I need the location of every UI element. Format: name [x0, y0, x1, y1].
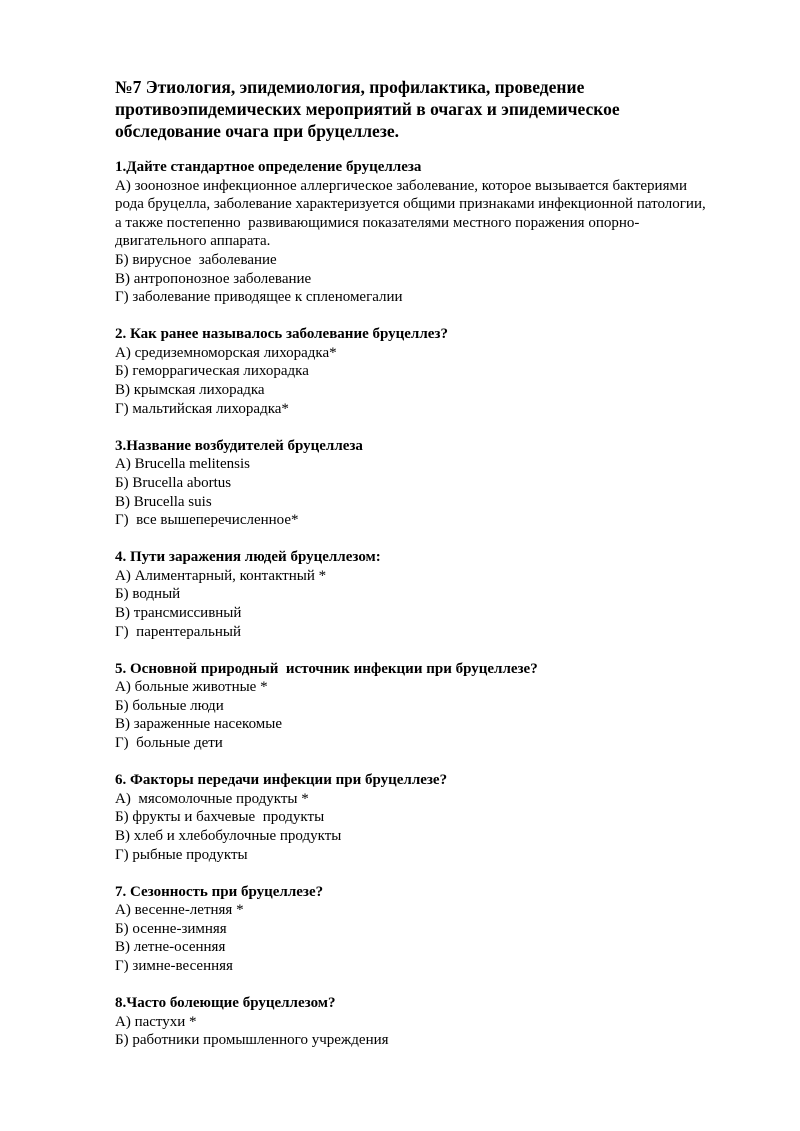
answer-option: В) трансмиссивный	[115, 604, 242, 621]
answer-option: рода бруцелла, заболевание характеризуется общими признаками инфекционной патологии,	[115, 196, 706, 213]
answer-option: В) зараженные насекомые	[115, 716, 283, 733]
title-line: противоэпидемических мероприятий в очагах и эпидемическое	[115, 99, 620, 119]
answer-option: В) крымская лихорадка	[115, 382, 265, 399]
question-text: 8.Часто болеющие бруцеллезом?	[115, 995, 336, 1012]
question-4	[115, 548, 775, 641]
answer-option: Б) фрукты и бахчевые продукты	[115, 809, 325, 826]
answer-option: Б) вирусное заболевание	[115, 251, 277, 268]
answer-option: Г) все вышеперечисленное*	[115, 512, 299, 529]
answer-option: Б) водный	[115, 586, 181, 603]
answer-option: а также постепенно развивающимися показателями местного поражения опорно-	[115, 214, 640, 231]
question-text: 3.Название возбудителей бруцеллеза	[115, 437, 363, 454]
question-2	[115, 325, 775, 418]
answer-option: Б) геморрагическая лихорадка	[115, 363, 309, 380]
answer-option: Г) больные дети	[115, 735, 223, 752]
answer-option: А) Brucella melitensis	[115, 456, 250, 473]
answer-option: Г) мальтийская лихорадка*	[115, 400, 289, 417]
answer-option: Г) рыбные продукты	[115, 846, 248, 863]
question-3	[115, 437, 775, 530]
question-text: 6. Факторы передачи инфекции при бруцеллезе?	[115, 772, 448, 789]
answer-option: В) Brucella suis	[115, 493, 212, 510]
answer-option: Г) зимне-весенняя	[115, 957, 233, 974]
answer-option: В) хлеб и хлебобулочные продукты	[115, 827, 342, 844]
answer-option: А) Алиментарный, контактный *	[115, 567, 327, 584]
answer-option: двигательного аппарата.	[115, 233, 271, 250]
answer-option: Б) осенне-зимняя	[115, 920, 227, 937]
question-text: 7. Сезонность при бруцеллезе?	[115, 883, 324, 900]
question-list	[115, 158, 775, 1068]
answer-option: А) больные животные *	[115, 679, 268, 696]
question-text: 1.Дайте стандартное определение бруцеллеза	[115, 159, 422, 175]
question-text: 4. Пути заражения людей бруцеллезом:	[115, 549, 381, 566]
question-7	[115, 883, 775, 976]
question-text: 5. Основной природный источник инфекции при бруцеллезе?	[115, 660, 538, 677]
answer-option: Б) больные люди	[115, 697, 224, 714]
question-1	[115, 158, 775, 307]
answer-option: В) антропонозное заболевание	[115, 270, 312, 287]
title-line: №7 Этиология, эпидемиология, профилактика, проведение	[115, 77, 585, 97]
answer-option: А) мясомолочные продукты *	[115, 790, 309, 807]
answer-option: Г) заболевание приводящее к спленомегалии	[115, 289, 403, 306]
question-6	[115, 771, 775, 864]
question-text: 2. Как ранее называлось заболевание бруцеллез?	[115, 326, 448, 343]
answer-option: Г) парентеральный	[115, 623, 241, 640]
title-line: обследование очага при бруцеллезе.	[115, 121, 399, 141]
answer-option: В) летне-осенняя	[115, 939, 226, 956]
question-5	[115, 660, 775, 753]
answer-option: А) весенне-летняя *	[115, 902, 244, 919]
document-title	[115, 76, 735, 142]
answer-option: А) пастухи *	[115, 1013, 197, 1030]
answer-option: Б) работники промышленного учреждения	[115, 1032, 389, 1049]
answer-option: А) зоонозное инфекционное аллергическое заболевание, которое вызывается бактериями	[115, 177, 687, 194]
answer-option: А) средиземноморская лихорадка*	[115, 344, 337, 361]
question-8	[115, 994, 775, 1050]
answer-option: Б) Brucella abortus	[115, 474, 232, 491]
